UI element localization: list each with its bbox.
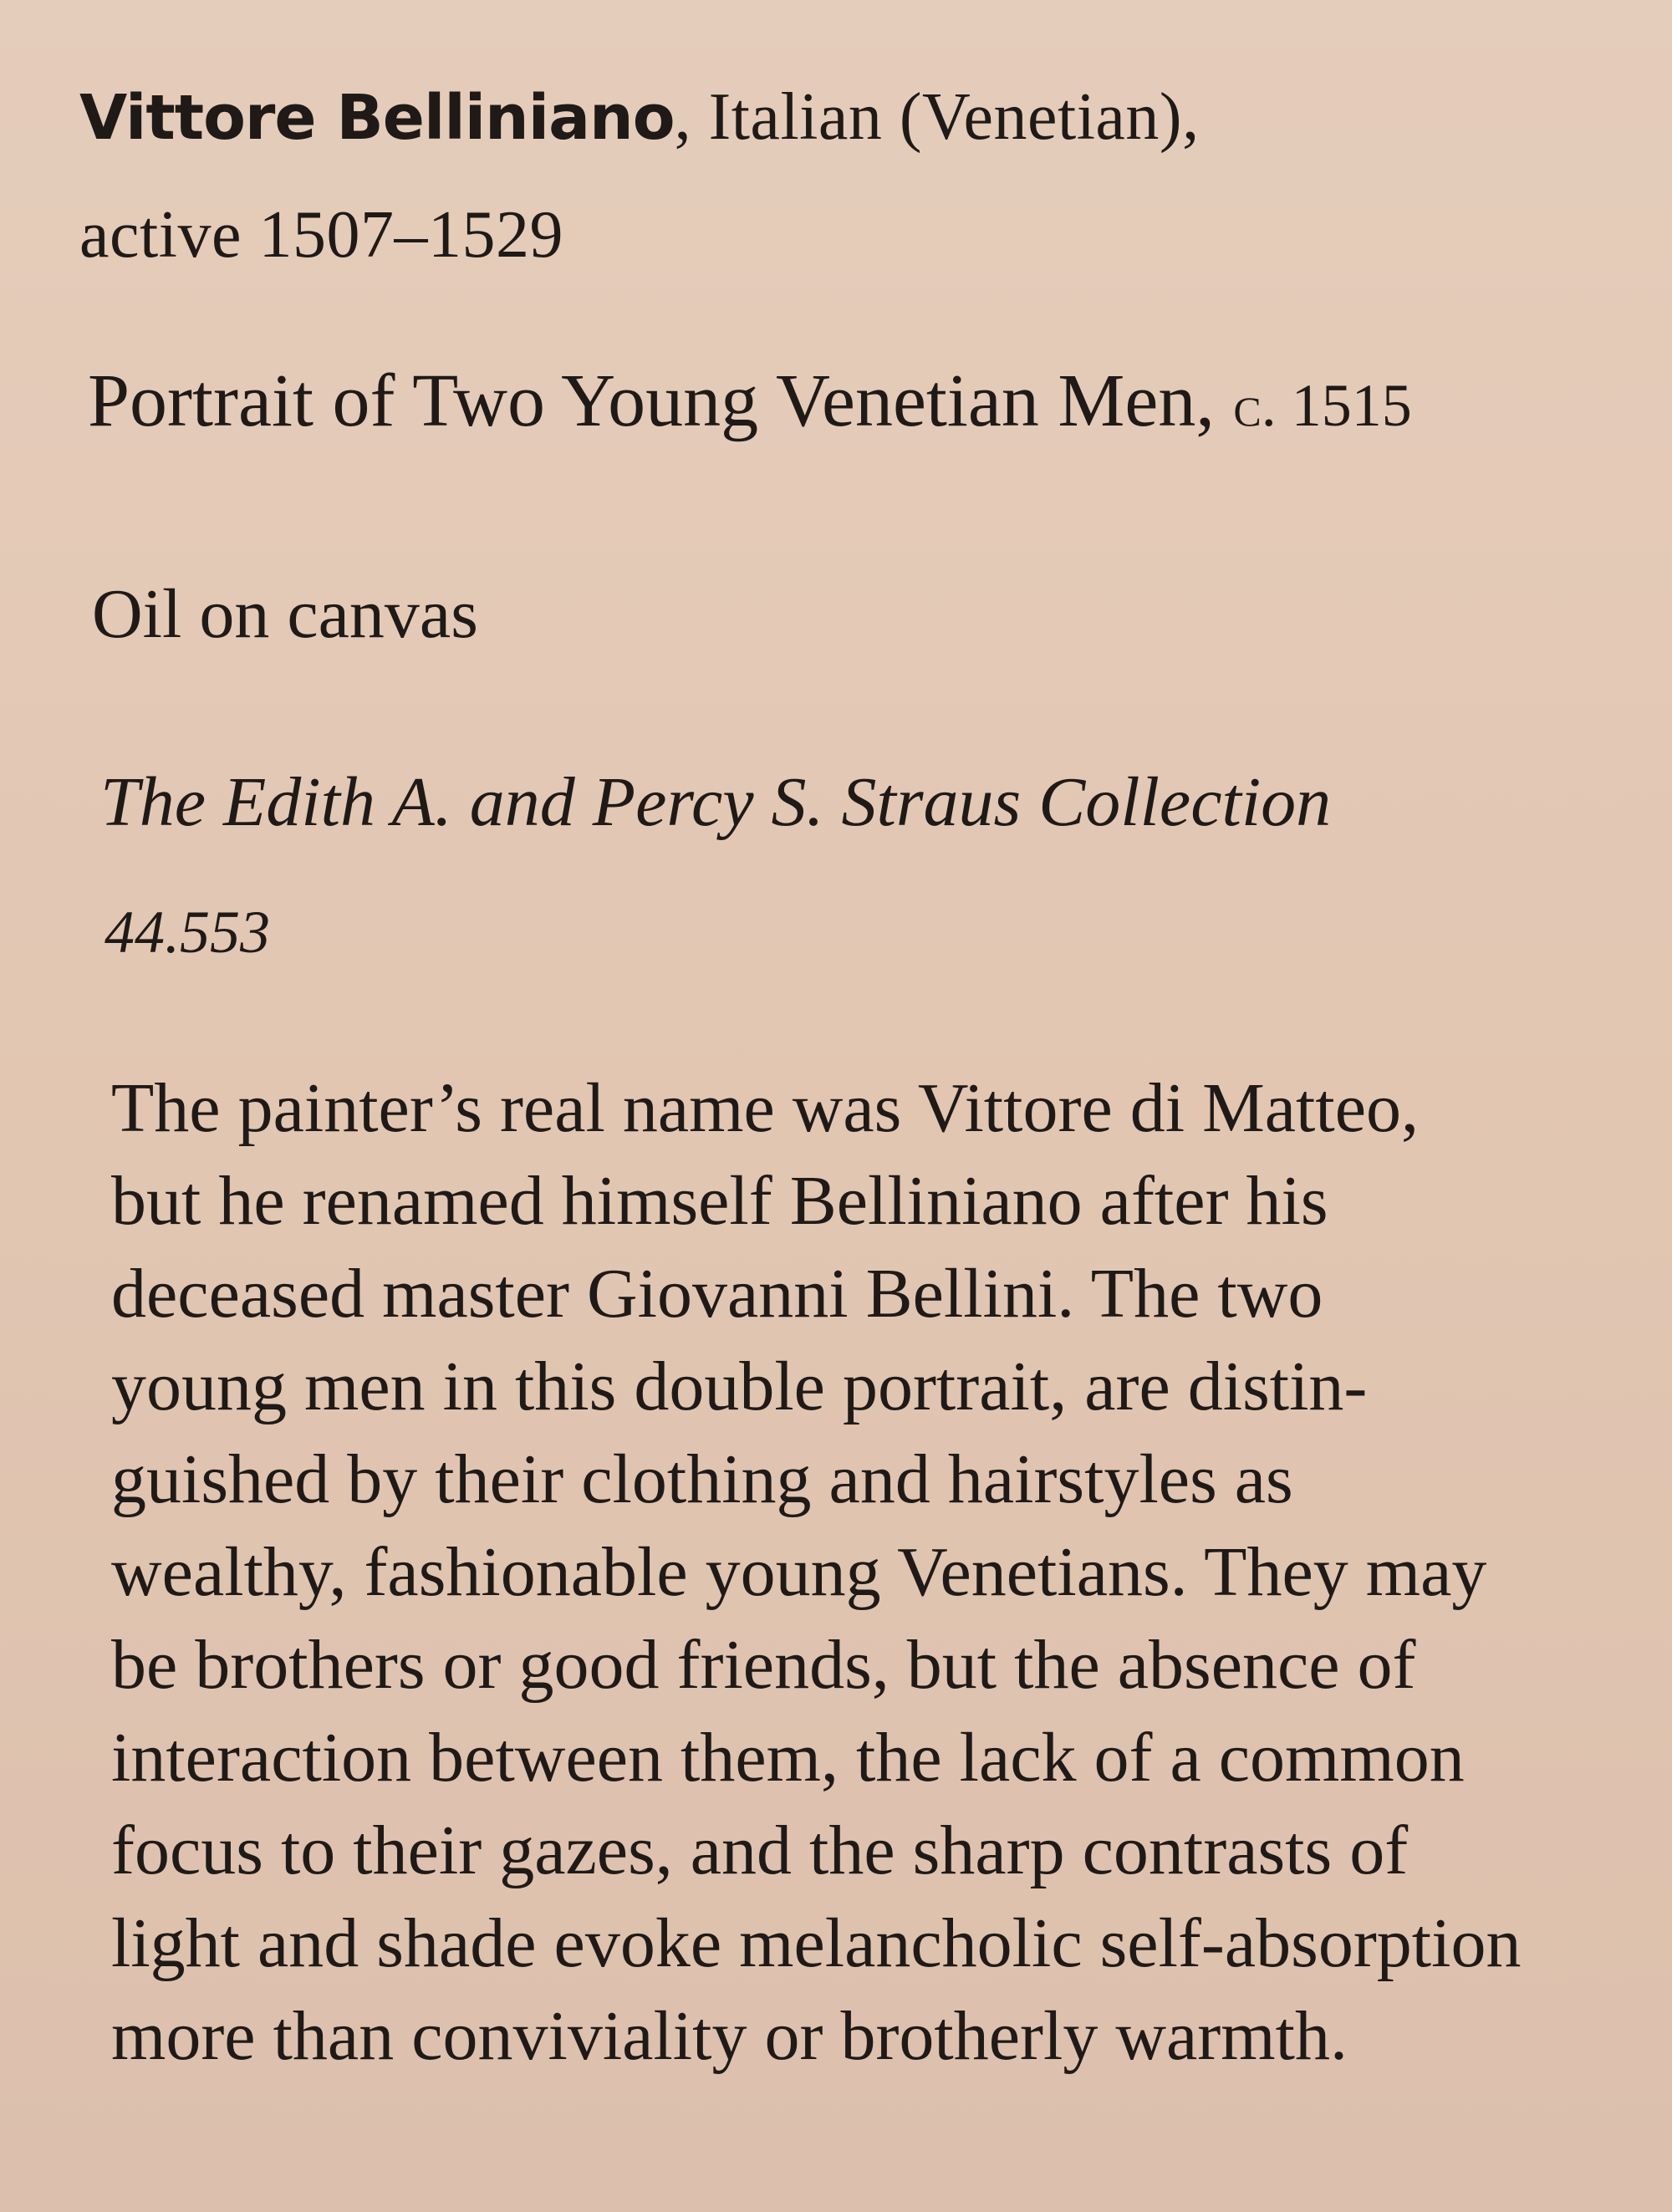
artwork-title-line bbox=[88, 351, 1412, 456]
description-line: more than conviviality or brotherly warmth. bbox=[111, 1997, 1348, 2075]
credit-line: The Edith A. and Percy S. Straus Collection bbox=[100, 763, 1332, 841]
artwork-medium: Oil on canvas bbox=[92, 575, 478, 653]
artist-active-dates: active 1507–1529 bbox=[79, 198, 563, 272]
description-line: The painter’s real name was Vittore di Matteo, bbox=[111, 1069, 1420, 1147]
description-line: but he renamed himself Belliniano after his bbox=[111, 1162, 1328, 1240]
description-line: guished by their clothing and hairstyles as bbox=[111, 1440, 1293, 1518]
artist-block bbox=[79, 59, 1200, 293]
artwork-title: Portrait of Two Young Venetian Men, bbox=[88, 359, 1215, 442]
description-line: deceased master Giovanni Bellini. The two bbox=[111, 1255, 1323, 1333]
artwork-date: c. 1515 bbox=[1233, 372, 1412, 439]
description-line: wealthy, fashionable young Venetians. They may bbox=[111, 1533, 1487, 1611]
description-line: young men in this double portrait, are distin- bbox=[111, 1348, 1368, 1425]
artist-line bbox=[79, 59, 1200, 176]
description-line: focus to their gazes, and the sharp contrasts of bbox=[111, 1812, 1409, 1889]
artist-nationality: , Italian (Venetian), bbox=[674, 80, 1200, 154]
description-text bbox=[111, 1062, 1649, 2082]
description-line: interaction between them, the lack of a common bbox=[111, 1719, 1465, 1797]
accession-number: 44.553 bbox=[104, 899, 270, 966]
artist-name: Vittore Belliniano bbox=[79, 82, 675, 154]
description-line: be brothers or good friends, but the absence of bbox=[111, 1626, 1416, 1704]
description-line: light and shade evoke melancholic self-absorption bbox=[111, 1904, 1522, 1982]
